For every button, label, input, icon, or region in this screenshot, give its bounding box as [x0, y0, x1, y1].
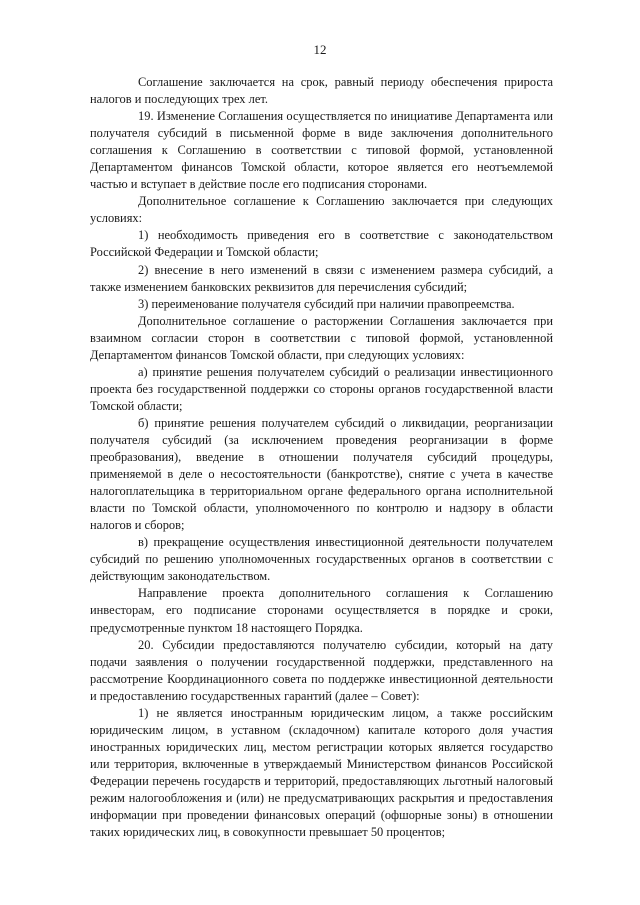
- list-item-v-cessation: в) прекращение осуществления инвестиционной деятельности получателем субсидий по решению уполномоченных государственных органов в соответствии с действующим законодательством.: [90, 535, 553, 584]
- paragraph-supplement-conditions: Дополнительное соглашение к Соглашению заключается при следующих условиях:: [90, 194, 553, 226]
- page-number: 12: [313, 42, 327, 57]
- paragraph-20-subsidy-provision: 20. Субсидии предоставляются получателю субсидии, который на дату подачи заявления о получении государственной поддержки, представленного на рассмотрение Координационного совета по поддержке инвестиционной деятельности и предоставлению государственных гарантий (далее – Совет):: [90, 637, 553, 703]
- list-item-3-renaming: 3) переименование получателя субсидий при наличии правопреемства.: [138, 296, 515, 311]
- list-item-b-liquidation: б) принятие решения получателем субсидий о ликвидации, реорганизации получателя субсидий (за исключением проведения реорганизации в форме преобразования), введение в отношении получателя субсидий процедуры, применяемой в деле о несостоятельности (банкротстве), снятие с учета в качестве налогоплательщика в территориальном органе федерального органа исполнительной власти по Томской области, уполномоченного по контролю и надзору в области налогов и сборов;: [90, 415, 553, 533]
- paragraph-19-amendment: 19. Изменение Соглашения осуществляется по инициативе Департамента или получателя субсидий в письменной форме в виде заключения дополнительного соглашения к Соглашению в соответствии с типовой формой, установленной Департаментом финансов Томской области, которое является его неотъемлемой частью и вступает в действие после его подписания сторонами.: [90, 109, 553, 192]
- paragraph-agreement-term: Соглашение заключается на срок, равный периоду обеспечения прироста налогов и последующих трех лет.: [90, 75, 553, 107]
- list-item-1-legislation: 1) необходимость приведения его в соответствие с законодательством Российской Федерации и Томской области;: [90, 228, 553, 260]
- list-item-1-not-foreign: 1) не является иностранным юридическим лицом, а также российским юридическим лицом, в уставном (складочном) капитале которого доля участия иностранных юридических лиц, местом регистрации которых является государство или территория, включенные в утверждаемый Министерством финансов Российской Федерации перечень государств и территорий, предоставляющих льготный налоговый режим налогообложения и (или) не предусматривающих раскрытия и предоставления информации при проведении финансовых операций (офшорные зоны) в отношении таких юридических лиц, в совокупности превышает 50 процентов;: [90, 705, 553, 840]
- paragraph-project-sending: Направление проекта дополнительного соглашения к Соглашению инвесторам, его подписание сторонами осуществляется в порядке и сроки, предусмотренные пунктом 18 настоящего Порядка.: [90, 586, 553, 635]
- list-item-a-no-support: а) принятие решения получателем субсидий о реализации инвестиционного проекта без государственной поддержки со стороны органов государственной власти Томской области;: [90, 364, 553, 413]
- paragraph-termination: Дополнительное соглашение о расторжении Соглашения заключается при взаимном согласии сторон в соответствии с типовой формой, установленной Департаментом финансов Томской области, при следующих условиях:: [90, 313, 553, 362]
- list-item-2-subsidy-size: 2) внесение в него изменений в связи с изменением размера субсидий, а также изменением банковских реквизитов для перечисления субсидий;: [90, 262, 553, 294]
- document-body: [90, 74, 553, 841]
